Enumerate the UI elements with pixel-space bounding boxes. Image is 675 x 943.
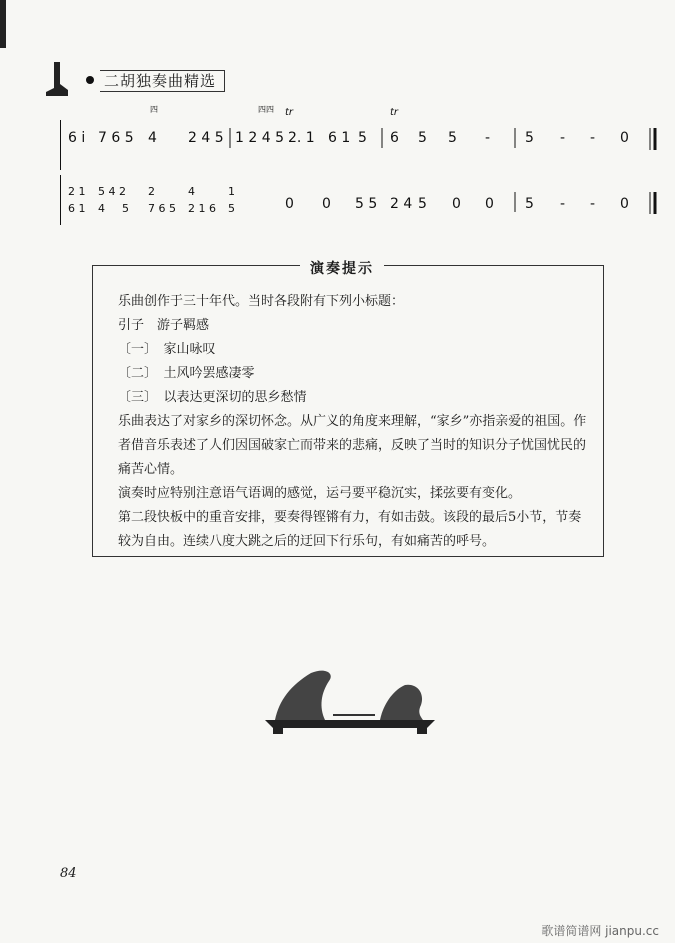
note: - <box>590 196 596 212</box>
note: 2 4 <box>390 196 413 212</box>
note: - <box>560 130 566 146</box>
note: 0 <box>620 130 629 146</box>
note: 6 <box>390 130 399 146</box>
tips-line: 引子 游子羁感 <box>118 318 210 333</box>
note: 0 <box>322 196 331 212</box>
note: 5 <box>228 202 235 215</box>
note: 5 <box>418 196 427 212</box>
tips-line: 〔一〕 家山咏叹 <box>118 342 216 357</box>
header-title: 二胡独奏曲精选 <box>100 70 225 92</box>
tips-line: 乐曲创作于三十年代。当时各段附有下列小标题： <box>118 294 405 309</box>
note: 6 1 <box>68 202 86 215</box>
score-mark: 四四 <box>258 105 274 114</box>
note: 5 <box>358 130 367 146</box>
note: 5 5 <box>355 196 378 212</box>
tips-title: 演奏提示 <box>300 258 384 278</box>
score-mark: tr <box>390 107 399 118</box>
note: 5 <box>122 202 129 215</box>
tips-paragraph: 第二段快板中的重音安排，要奏得铿锵有力，有如击鼓。该段的最后5小节，节奏较为自由。连续八度大跳之后的迂回下行乐句，有如痛苦的呼号。 <box>118 510 582 549</box>
note: 5 <box>525 196 534 212</box>
page-number: 84 <box>60 866 77 881</box>
score-mark: 四 <box>150 105 158 114</box>
note: 2 1 <box>68 185 86 198</box>
note: 0 <box>285 196 294 212</box>
note: - <box>590 130 596 146</box>
note: 0 <box>485 196 494 212</box>
note: 6 i <box>68 130 86 146</box>
note: 0 <box>452 196 461 212</box>
note: 1 <box>228 185 235 198</box>
tips-paragraph: 乐曲表达了对家乡的深切怀念。从广义的角度来理解，“家乡”亦指亲爱的祖国。作者借音乐表述了人们因国破家亡而带来的悲痛，反映了当时的知识分子忧国忧民的痛苦心情。 <box>118 414 587 477</box>
tips-line: 〔三〕 以表达更深切的思乡愁情 <box>118 390 307 405</box>
note: 1 2 4 5 <box>235 130 284 146</box>
note: - <box>485 130 491 146</box>
note: 4 <box>98 202 105 215</box>
note: 5 <box>418 130 427 146</box>
tips-paragraph: 演奏时应特别注意语气语调的感觉，运弓要平稳沉实，揉弦要有变化。 <box>118 486 522 501</box>
note: 2 1 6 <box>188 202 216 215</box>
tips-line: 〔二〕 土风吟罢感凄零 <box>118 366 255 381</box>
scholar-stone-illustration <box>255 665 445 735</box>
note: 4 <box>148 130 157 146</box>
header-bullet-icon <box>86 76 94 84</box>
note: - <box>560 196 566 212</box>
note: 0 <box>620 196 629 212</box>
tips-content <box>118 290 588 554</box>
note: 7 6 5 <box>148 202 176 215</box>
note: 5 4 2 <box>98 185 126 198</box>
note: 7 6 5 <box>98 130 134 146</box>
watermark: 歌谱简谱网 jianpu.cc <box>541 924 659 938</box>
note: 2 4 5 <box>188 130 224 146</box>
header-bar <box>0 0 6 48</box>
note: 2. 1 <box>288 130 315 146</box>
note: 6 1 <box>328 130 351 146</box>
note: 2 <box>148 185 155 198</box>
music-score <box>60 100 670 230</box>
note: 5 <box>448 130 457 146</box>
erhu-logo-icon <box>40 60 76 100</box>
note: 4 <box>188 185 195 198</box>
note: 5 <box>525 130 534 146</box>
score-mark: tr <box>285 107 294 118</box>
